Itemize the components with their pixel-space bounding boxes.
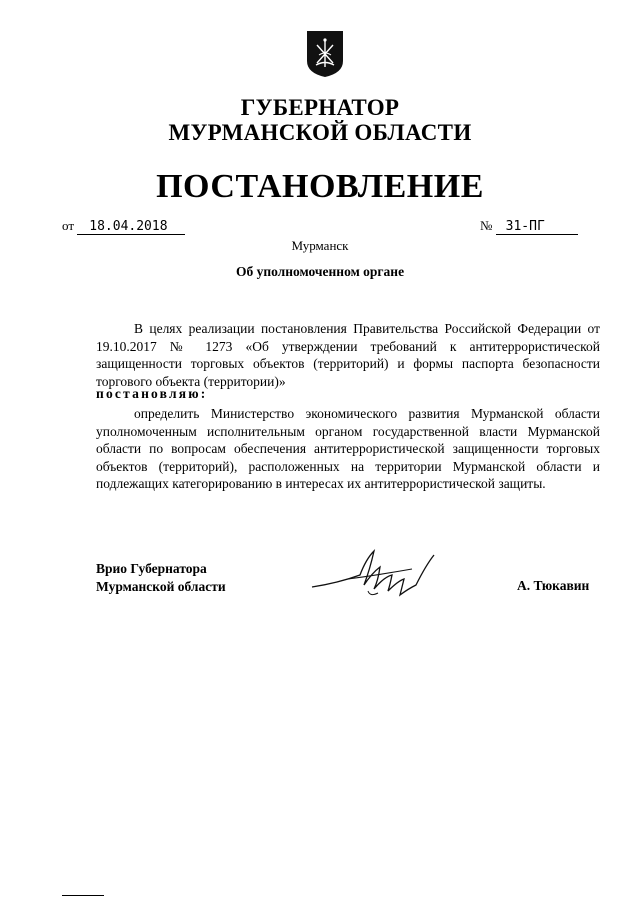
document-subject: Об уполномоченном органе	[235, 264, 405, 279]
issuer-title-line1: ГУБЕРНАТОР	[240, 95, 400, 120]
decree-word: постановляю:	[96, 386, 208, 401]
number-value: 31-ПГ	[496, 219, 578, 235]
number-label: №	[480, 218, 493, 233]
date-value: 18.04.2018	[77, 219, 185, 235]
coat-of-arms-icon	[305, 29, 345, 79]
date-field	[62, 218, 185, 235]
city-name: Мурманск	[291, 238, 349, 253]
issuer-title-line2: МУРМАНСКОЙ ОБЛАСТИ	[168, 120, 472, 145]
signatory-title-line2: Мурманской области	[96, 579, 226, 594]
footer-divider	[62, 895, 104, 896]
handwritten-signature-icon	[308, 545, 438, 605]
document-type-title: ПОСТАНОВЛЕНИЕ	[156, 168, 484, 205]
number-field	[480, 218, 578, 235]
date-label: от	[62, 218, 75, 233]
preamble-paragraph: В целях реализации постановления Правительства Российской Федерации от 19.10.2017 № 1273 «Об утверждении требований к антитеррористической защищенности торговых объектов (территорий) и формы паспорта безопасности торгового объекта (территории)»	[96, 321, 600, 389]
signatory-name: А. Тюкавин	[517, 578, 590, 593]
operative-paragraph: определить Министерство экономического развития Мурманской области уполномоченным исполнительным органом государственной власти Мурманской области по вопросам обеспечения антитеррористической защищенности торговых объектов (территорий), расположенных на территории Мурманской области и подлежащих категорированию в интересах их антитеррористической защиты.	[96, 406, 600, 492]
signatory-title-line1: Врио Губернатора	[96, 561, 207, 576]
